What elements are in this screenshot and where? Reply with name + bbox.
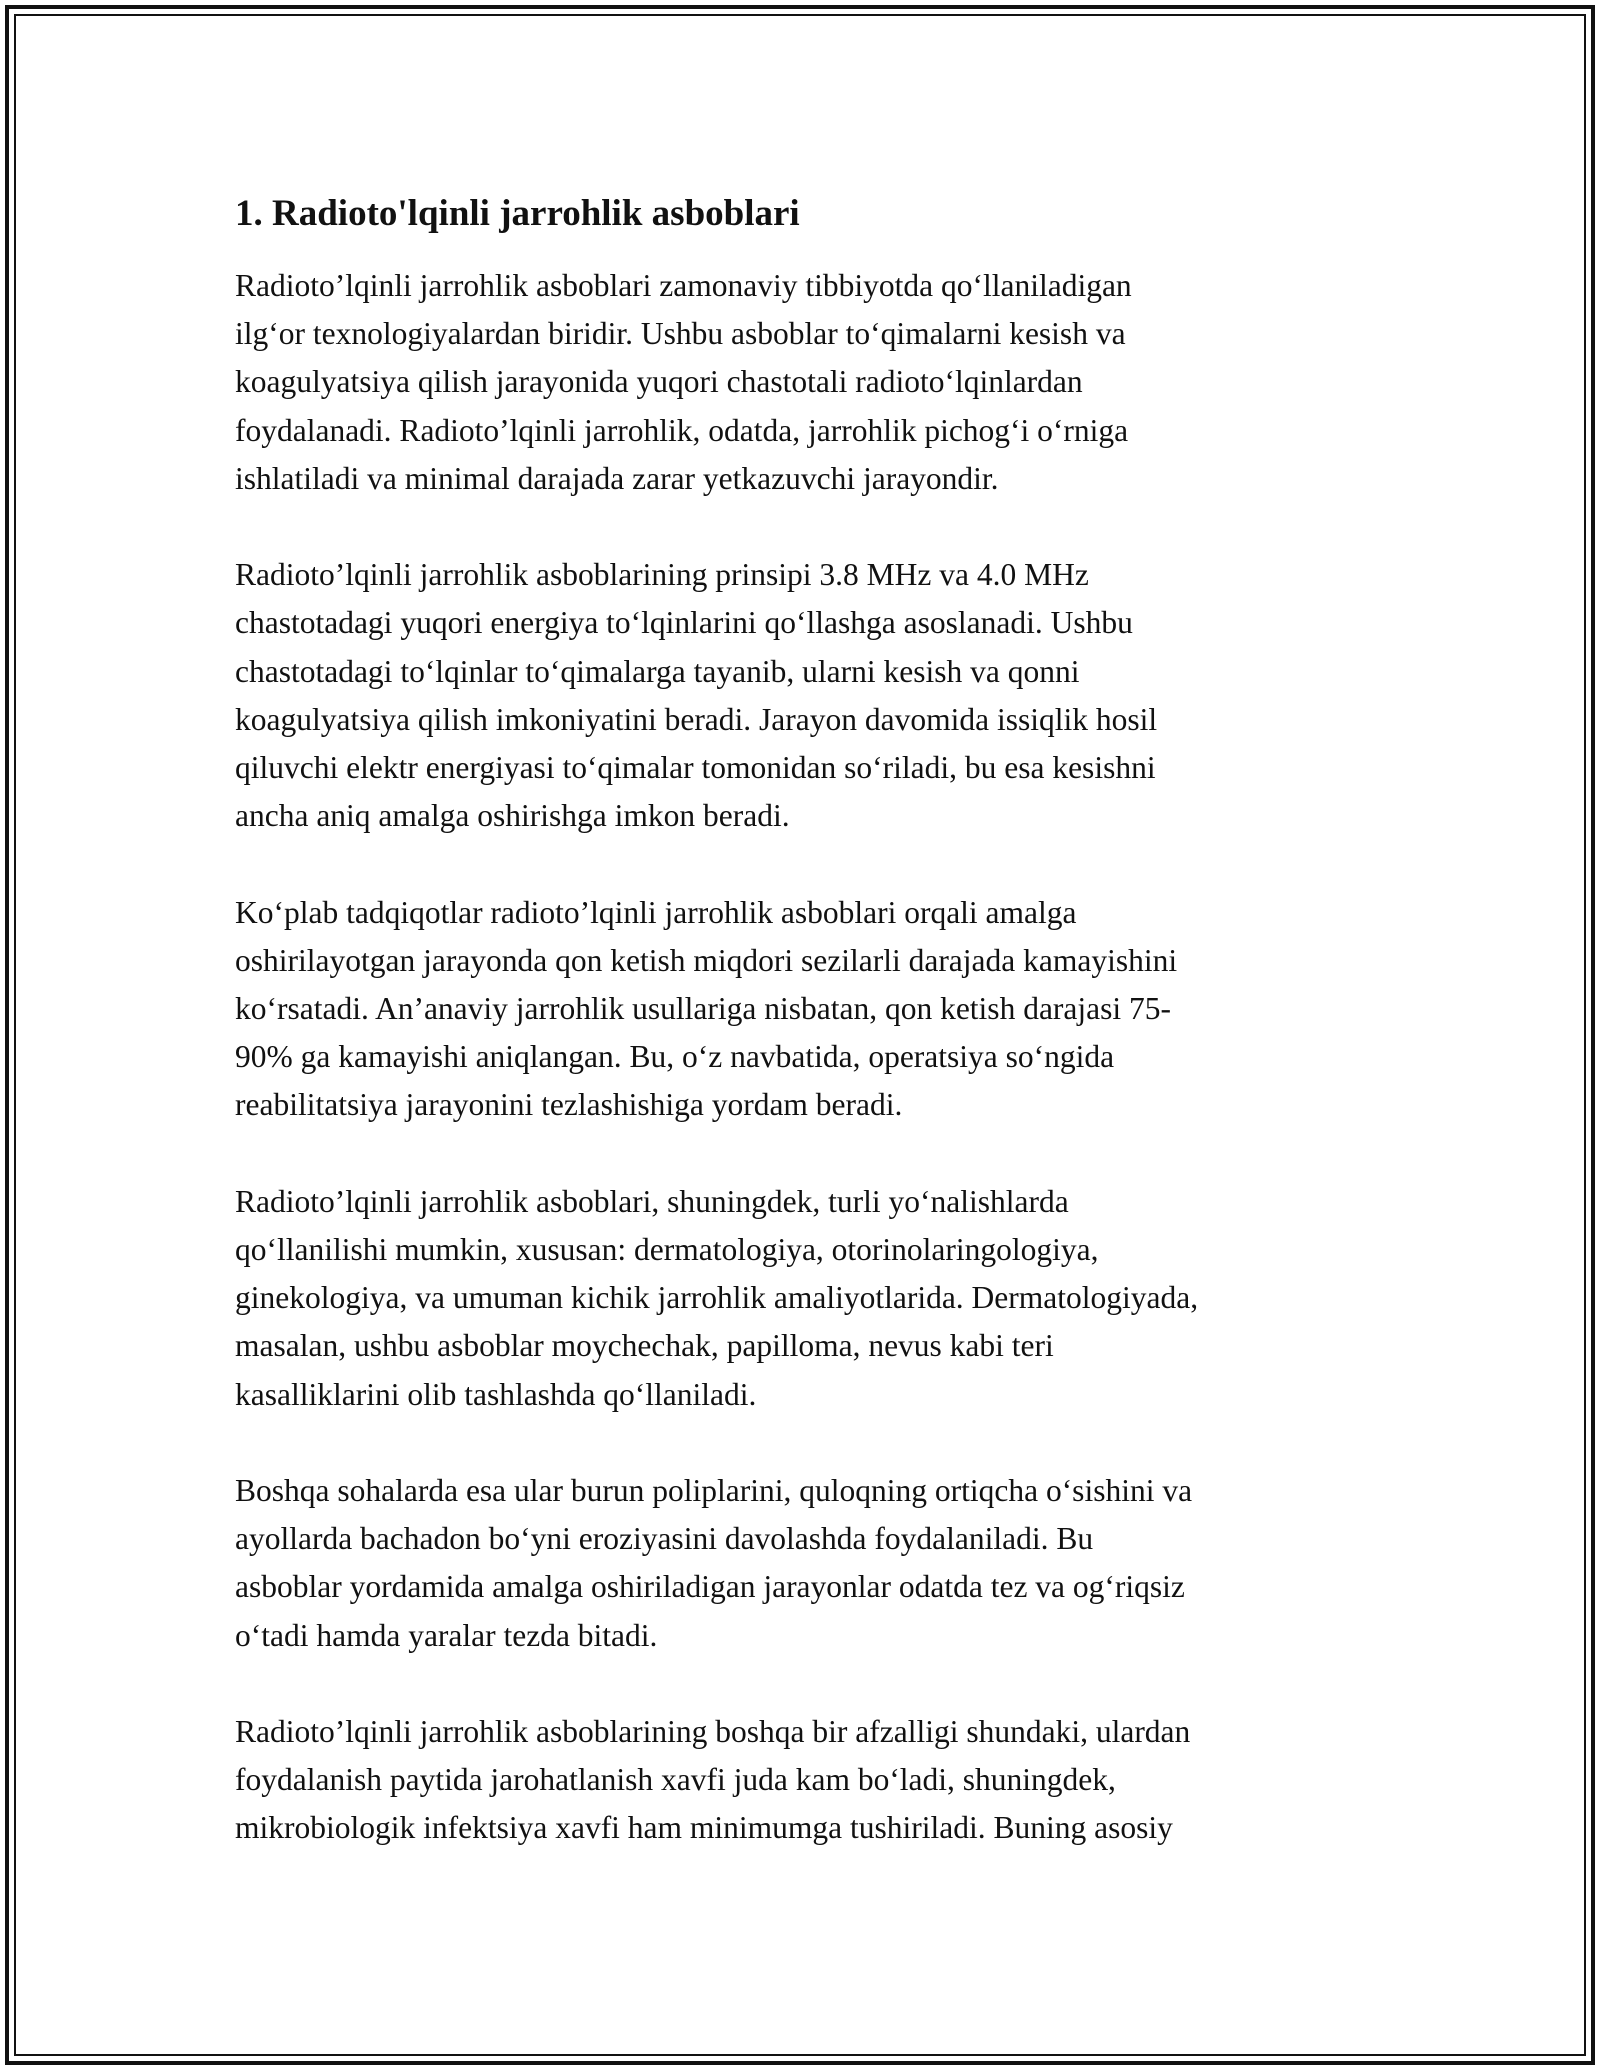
paragraph-line: chastotadagi to‘lqinlar to‘qimalarga tayanib, ularni kesish va qonni <box>235 653 1080 689</box>
paragraph-line: foydalanish paytida jarohatlanish xavfi juda kam bo‘ladi, shuningdek, <box>235 1762 1116 1798</box>
paragraph-line: Radioto’lqinli jarrohlik asboblarining boshqa bir afzalligi shundaki, ulardan <box>235 1714 1191 1750</box>
paragraph-line: Radioto’lqinli jarrohlik asboblarining prinsipi 3.8 MHz va 4.0 MHz <box>235 557 1089 593</box>
paragraph-line: ko‘rsatadi. An’anaviy jarrohlik usullariga nisbatan, qon ketish darajasi 75- <box>235 991 1172 1027</box>
paragraph-line: ilg‘or texnologiyalardan biridir. Ushbu asboblar to‘qimalarni kesish va <box>235 316 1126 352</box>
paragraph-line: mikrobiologik infektsiya xavfi ham minimumga tushiriladi. Buning asosiy <box>235 1810 1173 1846</box>
paragraph-line: ginekologiya, va umuman kichik jarrohlik amaliyotlarida. Dermatologiyada, <box>235 1280 1199 1316</box>
paragraph-line: oshirilayotgan jarayonda qon ketish miqdori sezilarli darajada kamayishini <box>235 942 1178 978</box>
paragraph-line: 90% ga kamayishi aniqlangan. Bu, o‘z navbatida, operatsiya so‘ngida <box>235 1039 1115 1075</box>
paragraph-line: reabilitatsiya jarayonini tezlashishiga yordam beradi. <box>235 1087 903 1123</box>
paragraph-line: ayollarda bachadon bo‘yni eroziyasini davolashda foydalaniladi. Bu <box>235 1521 1094 1557</box>
paragraph-4 <box>235 1178 1365 1419</box>
paragraph-line: koagulyatsiya qilish jarayonida yuqori chastotali radioto‘lqinlardan <box>235 364 1083 400</box>
paragraph-2 <box>235 551 1365 840</box>
document-body <box>235 188 1365 1853</box>
paragraph-line: foydalanadi. Radioto’lqinli jarrohlik, odatda, jarrohlik pichog‘i o‘rniga <box>235 412 1129 448</box>
paragraph-5 <box>235 1467 1365 1660</box>
paragraph-line: qiluvchi elektr energiyasi to‘qimalar tomonidan so‘riladi, bu esa kesishni <box>235 750 1156 786</box>
paragraph-line: koagulyatsiya qilish imkoniyatini beradi. Jarayon davomida issiqlik hosil <box>235 701 1158 737</box>
paragraph-6 <box>235 1708 1365 1853</box>
paragraph-line: chastotadagi yuqori energiya to‘lqinlarini qo‘llashga asoslanadi. Ushbu <box>235 605 1133 641</box>
paragraph-1 <box>235 262 1365 503</box>
paragraph-line: asboblar yordamida amalga oshiriladigan jarayonlar odatda tez va og‘riqsiz <box>235 1569 1185 1605</box>
paragraph-line: ancha aniq amalga oshirishga imkon beradi. <box>235 798 790 834</box>
paragraph-line: masalan, ushbu asboblar moychechak, papilloma, nevus kabi teri <box>235 1328 1054 1364</box>
paragraph-line: kasalliklarini olib tashlashda qo‘llaniladi. <box>235 1376 757 1412</box>
paragraph-3 <box>235 889 1365 1130</box>
paragraph-line: Radioto’lqinli jarrohlik asboblari, shuningdek, turli yo‘nalishlarda <box>235 1183 1069 1219</box>
paragraph-line: Boshqa sohalarda esa ular burun poliplarini, quloqning ortiqcha o‘sishini va <box>235 1473 1193 1509</box>
paragraph-line: ishlatiladi va minimal darajada zarar yetkazuvchi jarayondir. <box>235 460 999 496</box>
paragraph-line: Radioto’lqinli jarrohlik asboblari zamonaviy tibbiyotda qo‘llaniladigan <box>235 268 1132 303</box>
section-heading: 1. Radioto'lqinli jarrohlik asboblari <box>235 193 800 234</box>
paragraph-line: o‘tadi hamda yaralar tezda bitadi. <box>235 1617 658 1653</box>
paragraph-line: Ko‘plab tadqiqotlar radioto’lqinli jarrohlik asboblari orqali amalga <box>235 894 1077 930</box>
paragraph-line: qo‘llanilishi mumkin, xususan: dermatologiya, otorinolaringologiya, <box>235 1232 1099 1268</box>
